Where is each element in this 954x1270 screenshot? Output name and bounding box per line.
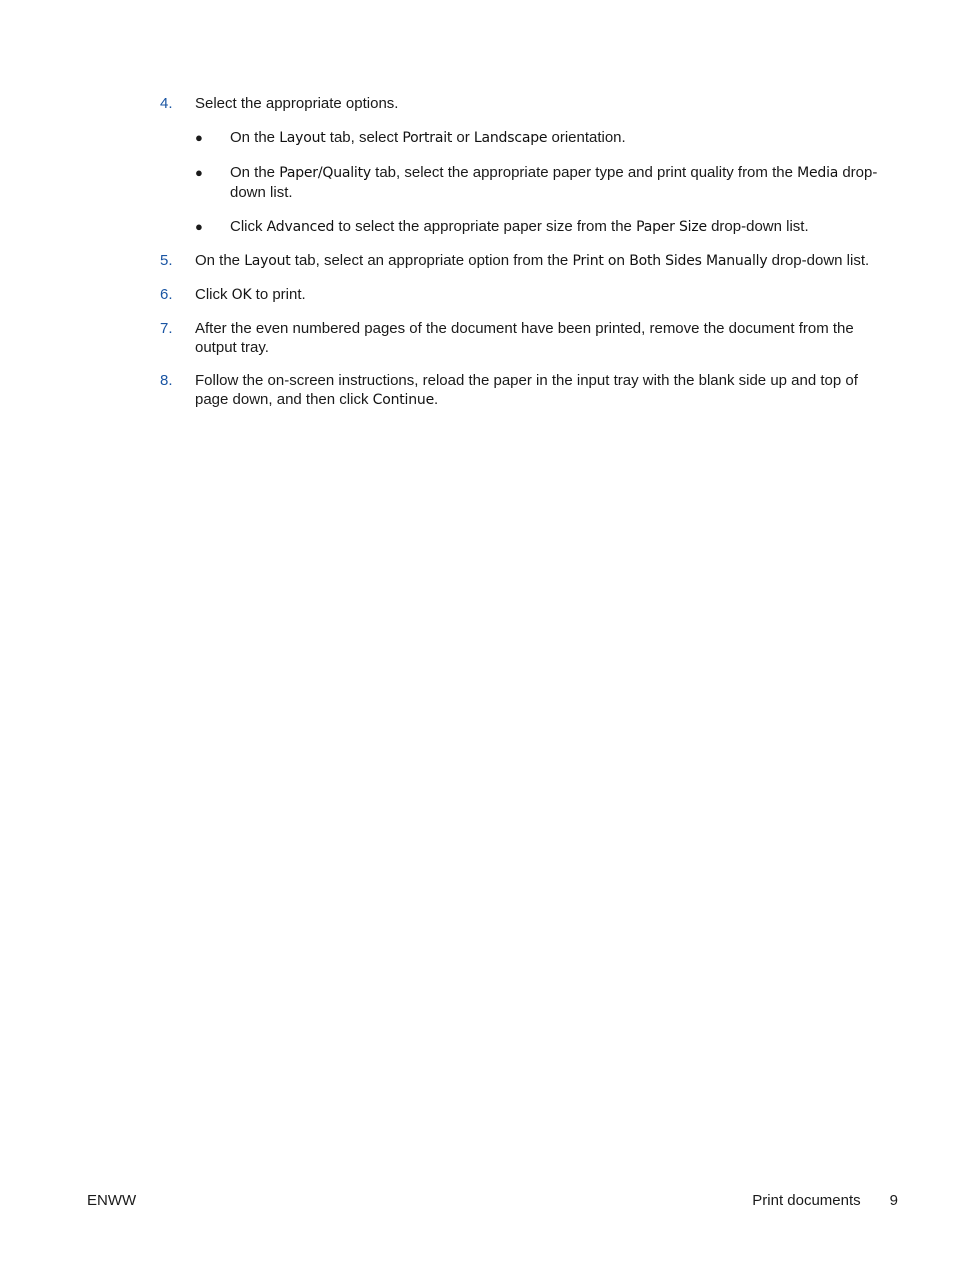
- bullet-icon: ●: [195, 219, 203, 234]
- step-7: [160, 319, 882, 357]
- footer-section-title: Print documents: [752, 1192, 861, 1209]
- ui-term-paper-size: Paper Size: [636, 219, 707, 235]
- ui-term-layout: Layout: [244, 253, 291, 269]
- ui-term-landscape: Landscape: [473, 130, 548, 146]
- step-text: After the even numbered pages of the document have been printed, remove the document from the output tray.: [195, 320, 854, 356]
- text-run: Click: [195, 286, 232, 303]
- text-run: On the: [230, 164, 280, 181]
- text-run: Click: [230, 218, 267, 235]
- text-run: .: [433, 391, 439, 408]
- instructions-content: [160, 94, 882, 424]
- text-run: tab, select the appropriate paper type and print quality from the: [371, 164, 798, 181]
- text-run: On the: [230, 129, 280, 146]
- bullet-icon: ●: [195, 130, 203, 145]
- ui-term-paper-quality: Paper/Quality: [279, 165, 371, 181]
- step-8: [160, 371, 882, 410]
- text-run: tab, select: [325, 129, 403, 146]
- footer-doc-code: ENWW: [87, 1192, 137, 1209]
- bullet-icon: ●: [195, 165, 203, 180]
- text-run: drop-down list.: [767, 252, 870, 269]
- text-run: drop-down list.: [706, 218, 809, 235]
- list-item: [195, 163, 882, 202]
- step-text: Select the appropriate options.: [195, 95, 399, 112]
- bullet-text: [230, 217, 882, 237]
- text-run: tab, select an appropriate option from the: [290, 252, 573, 269]
- step-body: [195, 371, 882, 410]
- step-body: [195, 251, 882, 271]
- step-4: [160, 94, 882, 237]
- step-number: 8.: [160, 372, 173, 389]
- ui-term-layout: Layout: [279, 130, 326, 146]
- list-item: [195, 217, 882, 237]
- text-run: drop-down list.: [230, 164, 878, 201]
- bullet-text: [230, 163, 882, 202]
- text-run: to print.: [251, 286, 306, 303]
- ui-term-continue: Continue: [372, 392, 434, 408]
- step-body: [195, 285, 882, 305]
- text-run: Follow the on-screen instructions, reload the paper in the input tray with the blank side up and top of page down, and then click: [195, 372, 858, 408]
- text-run: or: [452, 129, 474, 146]
- step-4-options-list: [195, 128, 882, 237]
- text-run: to select the appropriate paper size from the: [334, 218, 637, 235]
- step-number: 5.: [160, 252, 173, 269]
- text-run: orientation.: [547, 129, 626, 146]
- ui-term-advanced: Advanced: [266, 219, 335, 235]
- step-6: [160, 285, 882, 305]
- ui-term-media: Media: [797, 165, 839, 181]
- step-number: 7.: [160, 320, 173, 337]
- list-item: [195, 128, 882, 148]
- text-run: On the: [195, 252, 245, 269]
- ui-term-portrait: Portrait: [402, 130, 453, 146]
- step-number: 4.: [160, 95, 173, 112]
- step-5: [160, 251, 882, 271]
- step-number: 6.: [160, 286, 173, 303]
- step-body: [195, 319, 882, 357]
- page-number: 9: [889, 1192, 898, 1209]
- ui-term-print-on-both-sides: Print on Both Sides Manually: [572, 253, 768, 269]
- footer-page-info: [752, 1191, 898, 1210]
- ui-term-ok: OK: [231, 287, 252, 303]
- bullet-text: [230, 128, 882, 148]
- step-body: [195, 94, 882, 237]
